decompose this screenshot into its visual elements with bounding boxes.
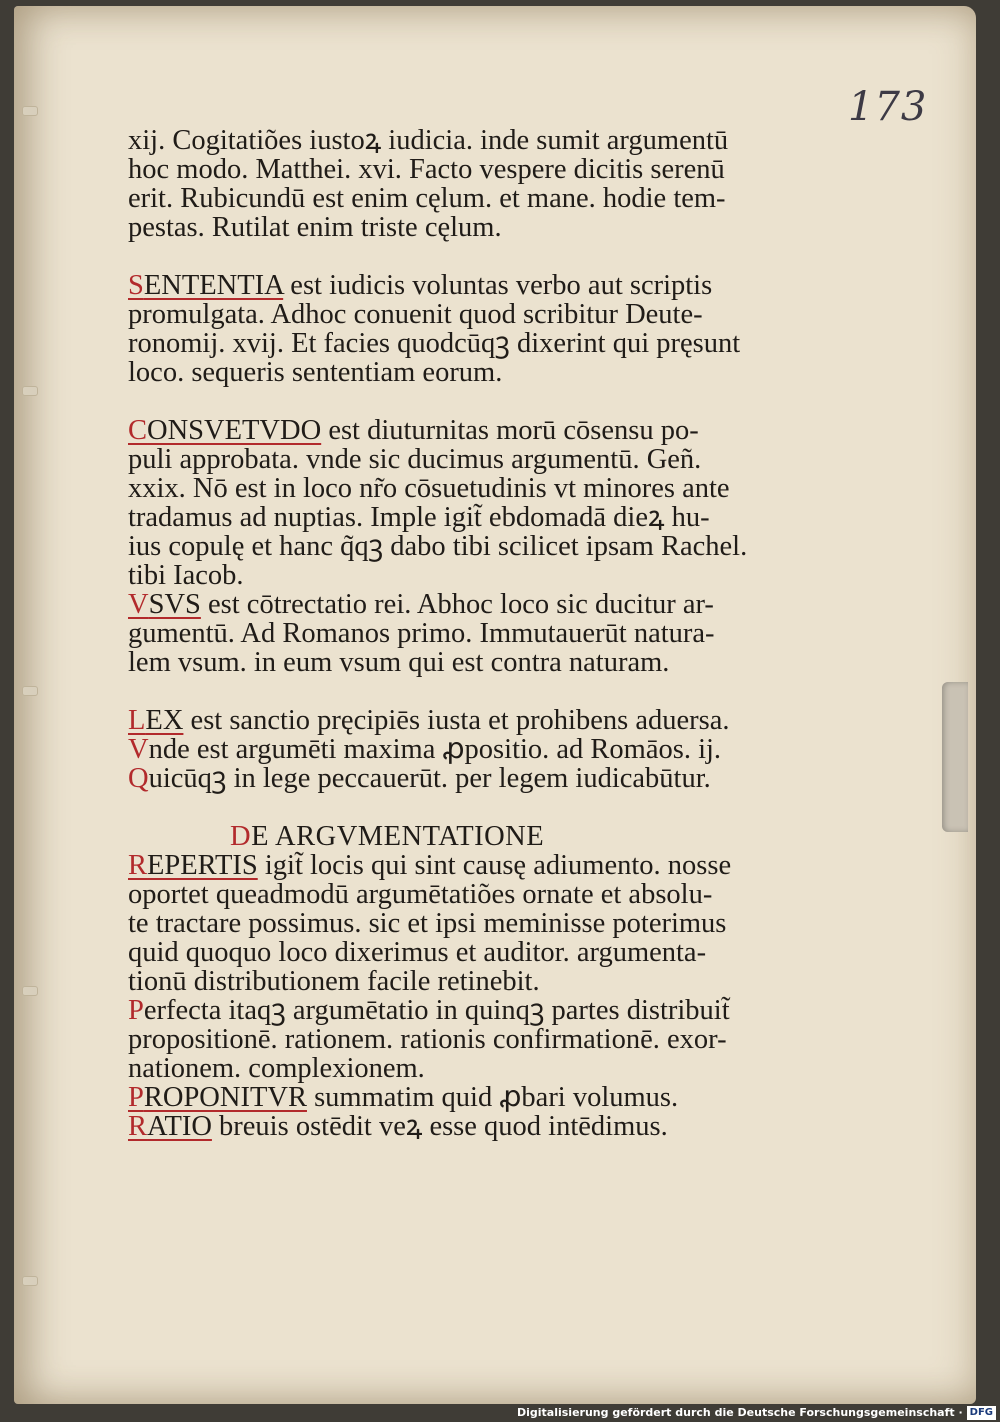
dfg-logo: DFG bbox=[967, 1406, 996, 1420]
text-line: xxix. Nō est in loco nr̃o cōsuetudinis vt minores ante bbox=[128, 473, 730, 504]
text-line-repertis: REPERTIS igit̃ locis qui sint causę adiumento. nosse bbox=[128, 850, 732, 881]
text-line: tionū distributionem facile retinebit. bbox=[128, 966, 540, 997]
text-line: nationem. complexionem. bbox=[128, 1053, 425, 1084]
paragraph-gap bbox=[128, 387, 808, 416]
text-line: erit. Rubicundū est enim cęlum. et mane. hodie tem- bbox=[128, 183, 726, 214]
text-line: pestas. Rutilat enim triste cęlum. bbox=[128, 212, 502, 243]
text-line: puli approbata. vnde sic ducimus argumentū. Geñ. bbox=[128, 444, 702, 475]
folio-number: 173 bbox=[848, 84, 928, 130]
text-line: lem vsum. in eum vsum qui est contra naturam. bbox=[128, 647, 670, 678]
text-line-perfecta: Perfecta itaqꝫ argumētatio in quinqꝫ partes distribuit̃ bbox=[128, 995, 730, 1026]
page-edge-tab bbox=[942, 682, 968, 832]
text-line: loco. sequeris sententiam eorum. bbox=[128, 357, 503, 388]
text-line-usus: VSVS est cōtrectatio rei. Abhoc loco sic ducitur ar- bbox=[128, 589, 714, 620]
text-line: oportet queadmodū argumētatiões ornate et absolu- bbox=[128, 879, 713, 910]
paragraph-gap bbox=[128, 793, 808, 822]
text-line-consuetudo: CONSVETVDO est diuturnitas morū cōsensu po- bbox=[128, 415, 699, 446]
text-line: tradamus ad nuptias. Imple igit̃ ebdomadā dieꝝ hu- bbox=[128, 502, 710, 533]
text-line: Vnde est argumēti maxima ꝓpositio. ad Romāos. ij. bbox=[128, 734, 722, 765]
text-line: promulgata. Adhoc conuenit quod scribitur Deute- bbox=[128, 299, 703, 330]
paragraph-gap bbox=[128, 677, 808, 706]
paragraph-gap bbox=[128, 242, 808, 271]
binding-stitches bbox=[22, 46, 40, 1346]
text-line-proponitur: PROPONITVR summatim quid ꝓbari volumus. bbox=[128, 1082, 679, 1113]
text-line: tibi Iacob. bbox=[128, 560, 244, 591]
footer-credit: Digitalisierung gefördert durch die Deutsche Forschungsgemeinschaft · bbox=[516, 1406, 963, 1419]
digitization-footer bbox=[0, 1404, 1000, 1422]
text-line: te tractare possimus. sic et ipsi meminisse poterimus bbox=[128, 908, 727, 939]
text-line-ratio: RATIO breuis ostēdit veꝝ esse quod intēdimus. bbox=[128, 1111, 668, 1142]
text-line: xij. Cogitatiões iustoꝝ iudicia. inde sumit argumentū bbox=[128, 125, 729, 156]
page-text bbox=[128, 126, 808, 1141]
text-line: propositionē. rationem. rationis confirmationē. exor- bbox=[128, 1024, 727, 1055]
text-line: quid quoquo loco dixerimus et auditor. argumenta- bbox=[128, 937, 707, 968]
text-line-lex: LEX est sanctio pręcipiēs iusta et prohibens aduersa. bbox=[128, 705, 730, 736]
text-line: gumentū. Ad Romanos primo. Immutauerūt natura- bbox=[128, 618, 715, 649]
text-line: ronomij. xvij. Et facies quodcūqꝫ dixerint qui pręsunt bbox=[128, 328, 741, 359]
section-heading: DE ARGVMENTATIONE bbox=[230, 821, 545, 852]
text-line: Quicūqꝫ in lege peccauerūt. per legem iudicabūtur. bbox=[128, 763, 711, 794]
text-line: hoc modo. Matthei. xvi. Facto vespere dicitis serenū bbox=[128, 154, 725, 185]
text-line-sententia: SENTENTIA est iudicis voluntas verbo aut scriptis bbox=[128, 270, 713, 301]
text-line: ius copulę et hanc q̃qꝫ dabo tibi scilicet ipsam Rachel. bbox=[128, 531, 748, 562]
